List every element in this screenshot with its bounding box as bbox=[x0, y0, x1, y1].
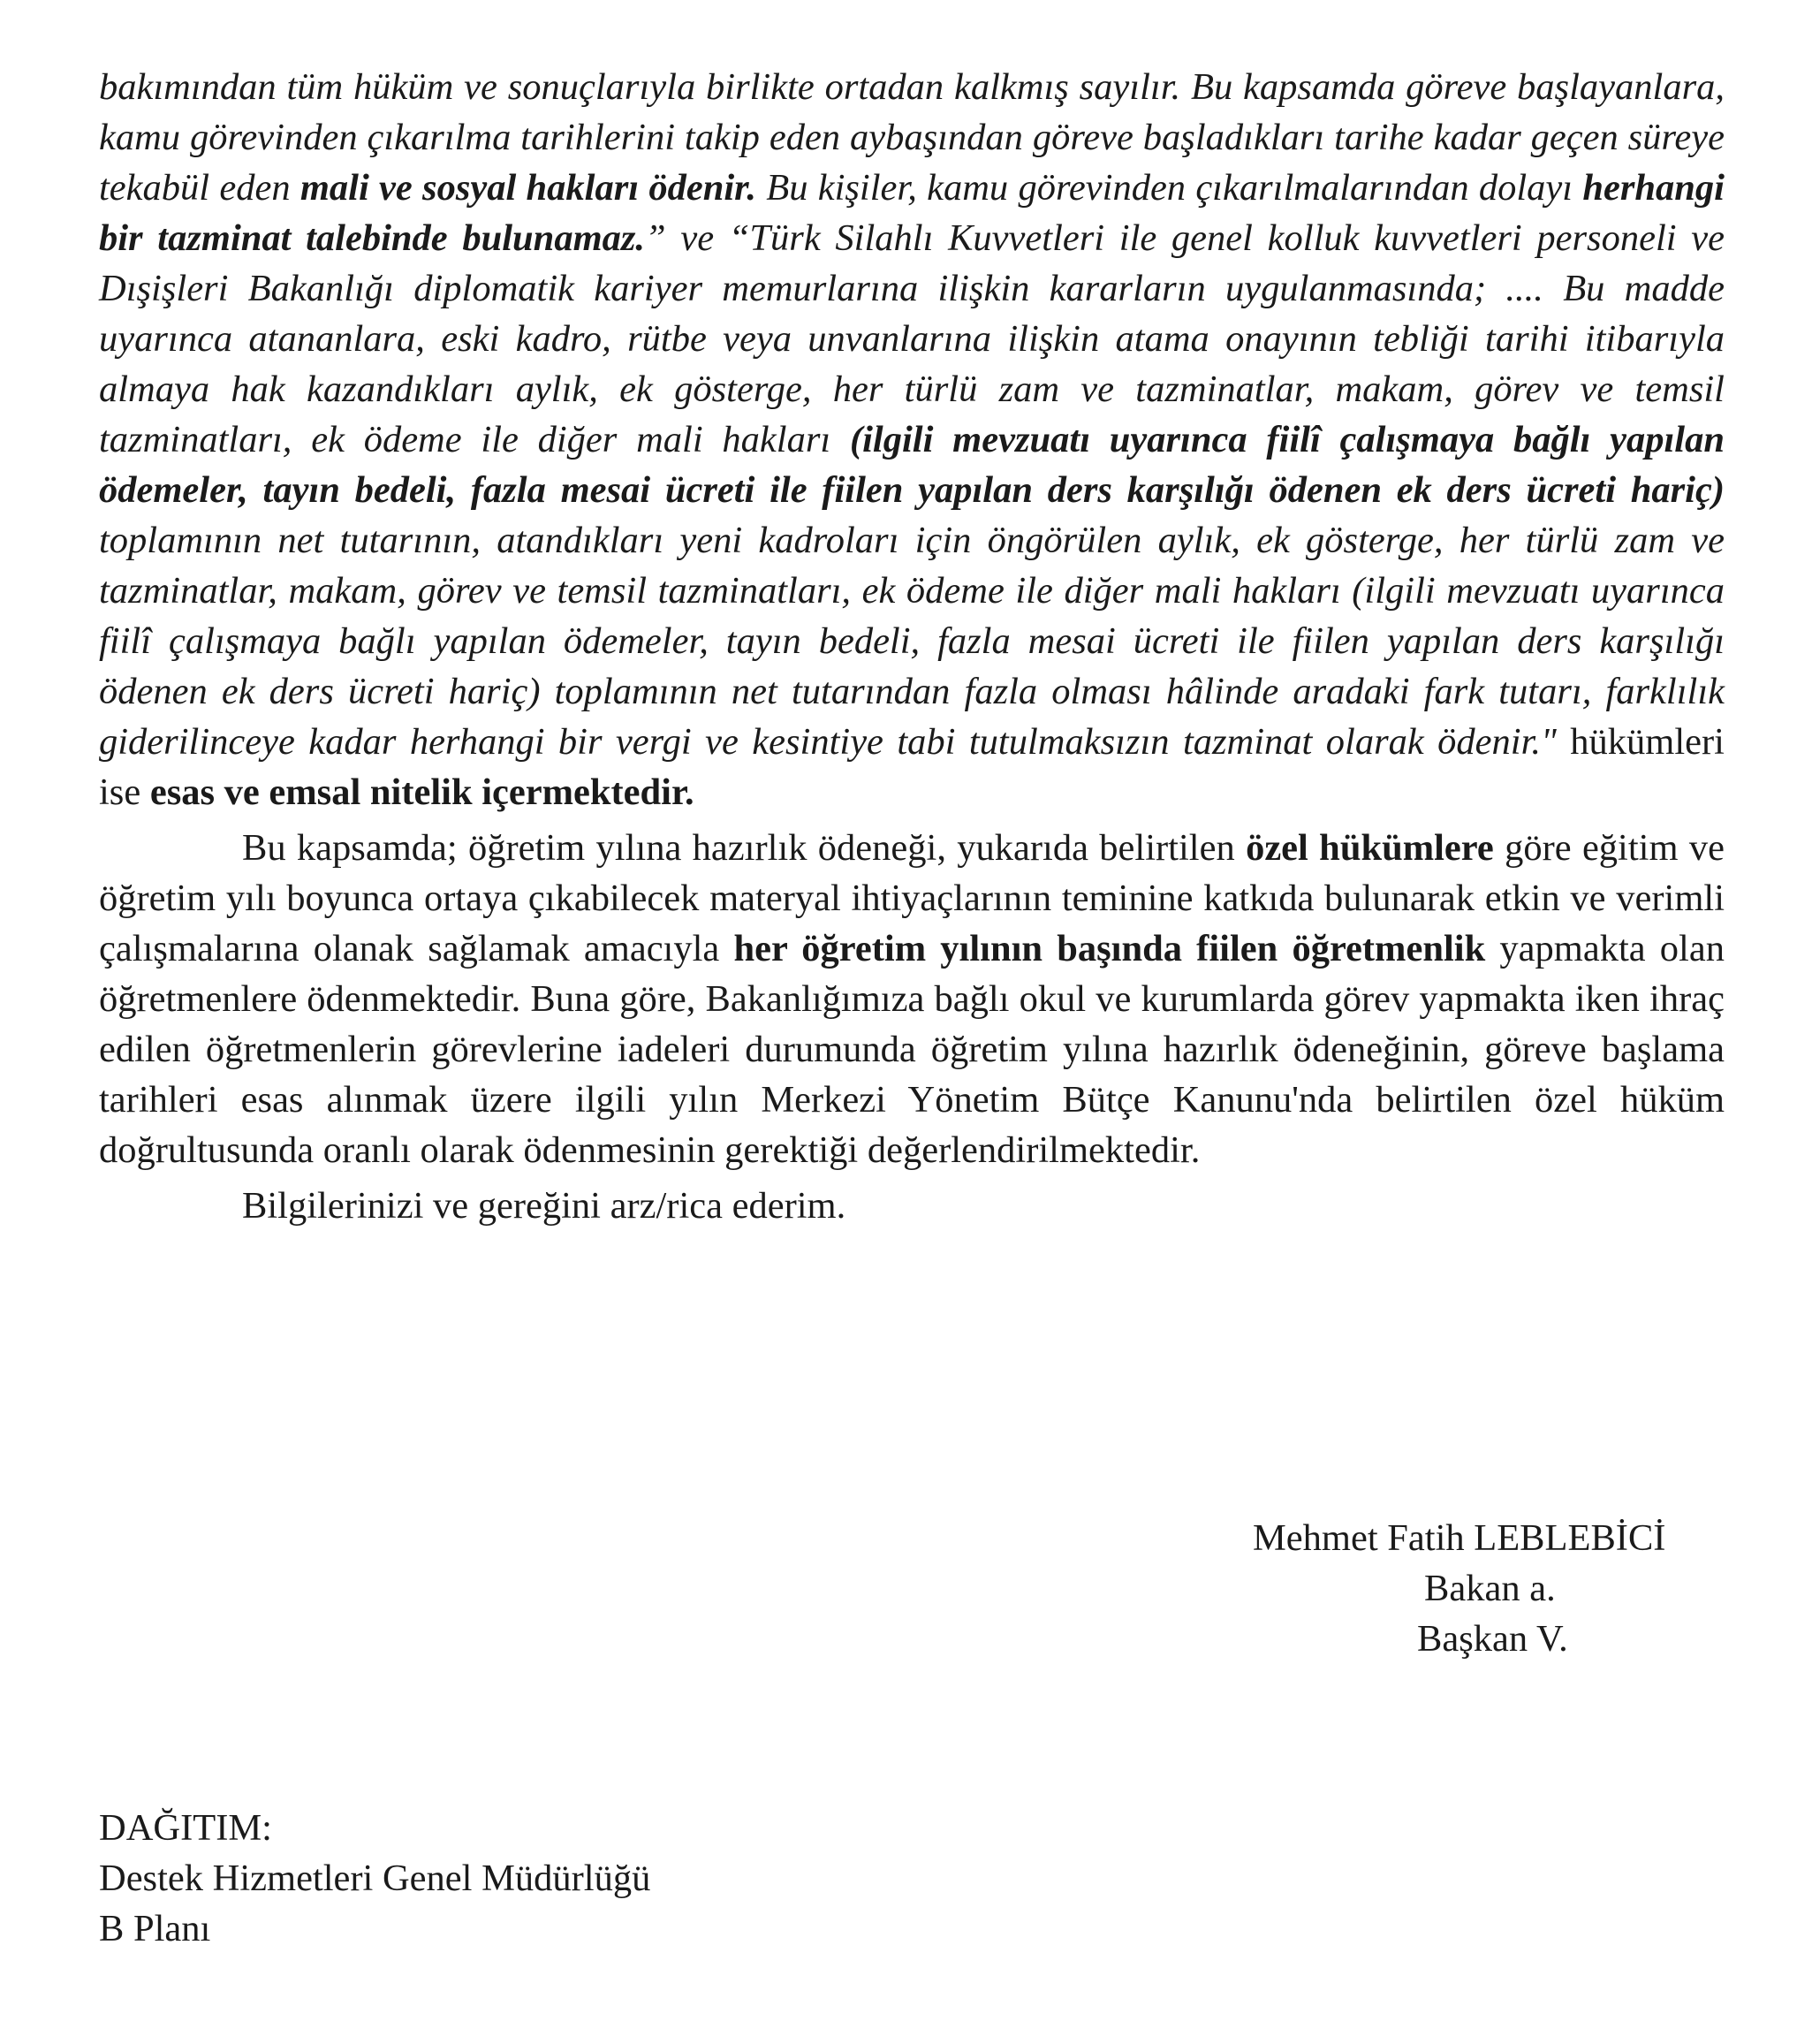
paragraph-preparation-allowance bbox=[99, 823, 1725, 1175]
p1-segment: herhangi bir tazminat talebinde bulunamaz. bbox=[99, 167, 1725, 259]
distribution-list bbox=[99, 1803, 650, 1954]
distribution-heading: DAĞITIM: bbox=[99, 1807, 272, 1849]
p1-segment: ” ve “Türk Silahlı Kuvvetleri ile genel kolluk kuvvetleri personeli ve Dışişleri Bakanlığı diplomatik kariyer memurlarına ilişkin kararların uygulanmasında; .... Bu madde uyarınca atananlara, eski kadro, rütbe veya unvanlarına ilişkin atama onayının tebliği tarihi itibarıyla almaya hak kazandıkları aylık, ek gösterge, her türlü zam ve tazminatlar, makam, görev ve temsil tazminatları, ek ödeme ile diğer mali hakları bbox=[99, 217, 1725, 460]
p1-segment: hükümleri ise bbox=[99, 721, 1725, 813]
distribution-item: Destek Hizmetleri Genel Müdürlüğü bbox=[99, 1858, 651, 1899]
p1-segment: Bu kişiler, kamu görevinden çıkarılmalarından dolayı bbox=[755, 167, 1583, 209]
signatory-name: Mehmet Fatih LEBLEBİCİ bbox=[1253, 1517, 1666, 1559]
p1-segment: mali ve sosyal hakları ödenir. bbox=[299, 167, 756, 209]
distribution-item: B Planı bbox=[99, 1908, 211, 1949]
paragraph-quoted-provisions bbox=[99, 62, 1725, 817]
p2-segment: göre eğitim ve öğretim yılı boyunca ortaya çıkabilecek materyal ihtiyaçlarının teminine katkıda bulunarak etkin ve verimli çalışmalarına olanak sağlamak amacıyla bbox=[99, 827, 1725, 969]
signatory-title-2: Başkan V. bbox=[1417, 1618, 1568, 1660]
p1-segment: toplamının net tutarının, atandıkları yeni kadroları için öngörülen aylık, ek gösterge, her türlü zam ve tazminatlar, makam, görev ve temsil tazminatları, ek ödeme ile diğer mali hakları (ilgili mevzuatı uyarınca fiilî çalışmaya bağlı yapılan ödemeler, tayın bedeli, fazla mesai ücreti ile fiilen yapılan ders karşılığı ödenen ek ders ücreti hariç) toplamının net tutarından fazla olması hâlinde aradaki fark tutarı, farklılık giderilinceye kadar herhangi bir vergi ve kesintiye tabi tutulmaksızın tazminat olarak ödenir." bbox=[99, 520, 1725, 763]
paragraph-closing: Bilgilerinizi ve gereğini arz/rica ederim. bbox=[242, 1185, 846, 1227]
p2-segment: Bu kapsamda; öğretim yılına hazırlık ödeneği, yukarıda belirtilen bbox=[242, 827, 1247, 869]
signature-block bbox=[1253, 1513, 1748, 1664]
p1-segment: bakımından tüm hüküm ve sonuçlarıyla birlikte ortadan kalkmış sayılır. Bu kapsamda göreve başlayanlara, kamu görevinden çıkarılma tarihlerini takip eden aybaşından göreve başladıkları tarihe kadar geçen süreye tekabül eden bbox=[99, 66, 1725, 209]
p2-segment: yapmakta olan öğretmenlere ödenmektedir. Buna göre, Bakanlığımıza bağlı okul ve kurumlarda görev yapmakta iken ihraç edilen öğretmenlerin görevlerine iadeleri durumunda öğretim yılına hazırlık ödeneğinin, göreve başlama tarihleri esas alınmak üzere ilgili yılın Merkezi Yönetim Bütçe Kanunu'nda belirtilen özel hüküm doğrultusunda oranlı olarak ödenmesinin gerektiği değerlendirilmektedir. bbox=[99, 928, 1725, 1171]
signatory-title-1: Bakan a. bbox=[1424, 1568, 1556, 1609]
p1-segment: (ilgili mevzuatı uyarınca fiilî çalışmaya bağlı yapılan ödemeler, tayın bedeli, fazla mesai ücreti ile fiilen yapılan ders karşılığı ödenen ek ders ücreti hariç) bbox=[99, 419, 1725, 511]
p2-segment: özel hükümlere bbox=[1246, 827, 1494, 869]
p2-segment: her öğretim yılının başında fiilen öğretmenlik bbox=[733, 928, 1486, 969]
p1-segment: esas ve emsal nitelik içermektedir. bbox=[149, 771, 694, 813]
letter-body bbox=[99, 62, 1725, 1231]
